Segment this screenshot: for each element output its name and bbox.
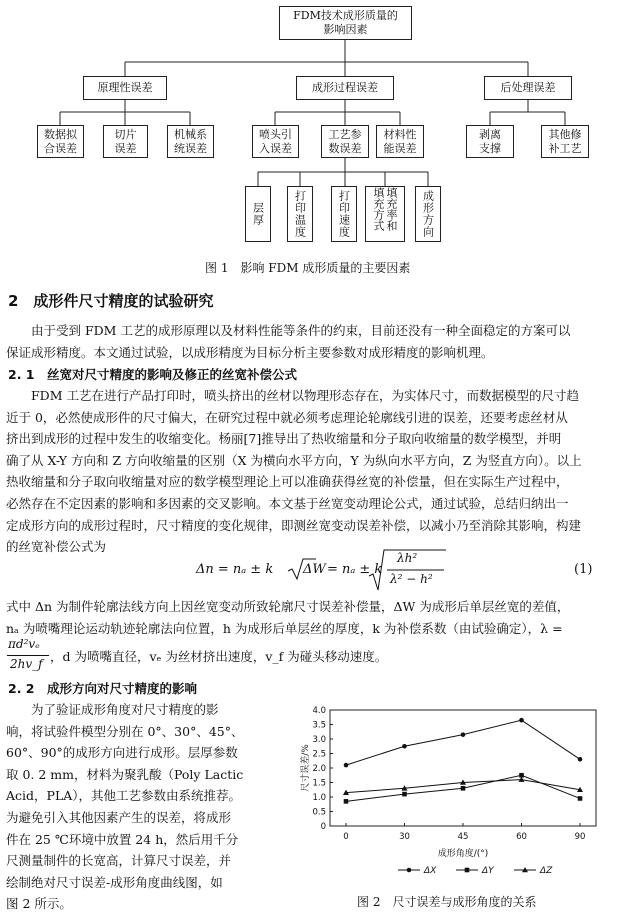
data-point	[344, 763, 349, 768]
data-point	[578, 757, 583, 762]
y-tick-label: 3.0	[312, 735, 326, 745]
y-tick-label: 0	[320, 822, 326, 832]
y-tick-label: 1.5	[312, 778, 326, 789]
section2-heading: 2 成形件尺寸精度的试验研究	[8, 292, 214, 310]
section21-heading: 2. 1 丝宽对尺寸精度的影响及修正的丝宽补偿公式	[8, 367, 297, 382]
text-line: 60°、90°的成形方向进行成形。层厚参数	[6, 745, 238, 761]
diagram-node-slicing: 切片误差	[103, 125, 148, 158]
x-axis-label: 成形角度/(°)	[437, 849, 489, 859]
text-line: 式中 Δn 为制件轮廓法线方向上因丝宽变动所致轮廓尺寸误差补偿量，ΔW 为成形后单层丝宽的差值，	[6, 599, 570, 614]
where-clause-tail: ，d 为喷嘴直径，vₑ 为丝材挤出速度，v_f 为碰头移动速度。	[50, 649, 388, 664]
data-point	[519, 718, 524, 723]
equation-fraction-denominator: λ² − h²	[390, 572, 433, 586]
y-tick-label: 1.0	[312, 793, 326, 803]
section21-paragraph	[6, 385, 617, 558]
text-line: 必然存在不定因素的影响和多因素的交叉影响。本文基于丝宽变动理论公式，通过试验，总结归纳出一	[6, 495, 569, 511]
text-line: 保证成形精度。本文通过试验，以成形精度为目标分析主要参数对成形精度的影响机理。	[6, 344, 494, 360]
y-tick-label: 0.5	[312, 807, 326, 818]
legend-marker	[407, 868, 412, 873]
diagram-node-print-speed: 打印速度	[331, 186, 357, 242]
diagram-node-support-removal: 剥离支撑	[466, 125, 514, 158]
diagram-node-print-temperature: 打印温度	[287, 186, 313, 242]
y-axis-label: 尺寸误差/%	[301, 744, 311, 792]
legend-label: ΔX	[424, 866, 437, 876]
diagram-node-other-repair: 其他修补工艺	[541, 125, 589, 158]
section22-paragraph	[6, 699, 291, 915]
y-tick-label: 3.5	[312, 720, 326, 731]
x-tick-label: 90	[574, 832, 586, 842]
text-line: 为避免引入其他因素产生的误差，将成形	[6, 809, 232, 825]
diagram-node-postprocess-error: 后处理误差	[484, 76, 572, 100]
text-line: 为了验证成形角度对尺寸精度的影	[31, 702, 219, 717]
x-tick-label: 0	[343, 832, 349, 842]
figure2-caption: 图 2 尺寸误差与成形角度的关系	[357, 895, 537, 909]
lambda-numerator: πd²vₑ	[8, 637, 40, 651]
y-tick-label: 2.5	[312, 749, 326, 760]
x-tick-label: 45	[457, 832, 469, 842]
equation-mid: = nₐ ± k	[327, 562, 383, 577]
diagram-node-infill: 填充率和填充方式	[365, 186, 405, 242]
diagram-node-nozzle: 喷头引入误差	[252, 125, 299, 158]
text-line: 由于受到 FDM 工艺的成形原理以及材料性能等条件的约束，目前还没有一种全面稳定的方案可以	[31, 323, 571, 338]
diagram-node-data-fitting: 数据拟合误差	[37, 125, 84, 158]
data-point	[402, 792, 407, 797]
diagram-node-process-param: 工艺参数误差	[321, 125, 369, 158]
text-line: 热收缩量和分子取向收缩量对应的数学模型理论上可以准确获得丝宽的补偿量，但在实际生产过程中，	[6, 474, 569, 490]
legend-marker	[465, 868, 470, 873]
data-point	[344, 799, 349, 804]
data-point	[578, 796, 583, 801]
text-line: 的丝宽补偿公式为	[6, 539, 107, 555]
text-line: 取 0. 2 mm，材料为聚乳酸（Poly Lactic	[6, 766, 244, 782]
text-line: nₐ 为喷嘴理论运动轨迹轮廓法向位置，h 为成形后单层丝的厚度，k 为补偿系数（由试验确定），λ =	[6, 620, 563, 636]
x-tick-label: 30	[399, 832, 410, 842]
text-line: 确了从 X-Y 方向和 Z 方向收缩量的区别（X 为横向水平方向，Y 为纵向水平方向，Z 为竖直方向）。以上	[6, 452, 582, 468]
diagram-node-material: 材料性能误差	[376, 125, 424, 158]
equation-sqrt-term: ΔW	[303, 562, 326, 577]
text-line: 近于 0，必然使成形件的尺寸偏大，在研究过程中就必须考虑理论轮廓线引进的误差，还要考虑丝材从	[6, 409, 568, 425]
legend-label: ΔY	[482, 866, 494, 876]
text-line: 挤出到成形的过程中发生的收缩变化。杨丽[7]推导出了热收缩量和分子取向收缩量的数学模型，并明	[6, 431, 562, 447]
figure1-caption: 图 1 影响 FDM 成形质量的主要因素	[205, 261, 411, 275]
equation-number: (1)	[574, 562, 593, 577]
text-line: 尺测量制件的长宽高，计算尺寸误差，并	[6, 853, 232, 869]
diagram-node-layer-thickness: 层厚	[245, 186, 271, 242]
text-line: 绘制绝对尺寸误差-成形角度曲线图，如	[6, 874, 223, 890]
section2-intro	[6, 320, 617, 363]
diagram-node-principle-error: 原理性误差	[83, 76, 167, 100]
legend-label: ΔZ	[540, 866, 553, 876]
lambda-denominator: 2hv_f	[10, 657, 43, 671]
diagram-node-mechanical: 机械系统误差	[167, 125, 214, 158]
diagram-node-build-orientation: 成形方向	[415, 186, 441, 242]
y-tick-label: 4.0	[312, 706, 326, 716]
diagram-root-node: FDM技术成形质量的影响因素	[279, 6, 412, 40]
section22-heading: 2. 2 成形方向对尺寸精度的影响	[8, 681, 197, 696]
figure2-line-chart	[296, 700, 616, 880]
equation-lhs: Δn = nₐ ± k	[196, 562, 274, 577]
diagram-node-process-error: 成形过程误差	[296, 76, 394, 100]
text-line: 件在 25 ℃环境中放置 24 h，然后用千分	[6, 831, 239, 847]
y-tick-label: 2.0	[312, 764, 326, 774]
data-point	[402, 744, 407, 749]
equation-fraction-numerator: λh²	[397, 551, 418, 565]
data-point	[461, 786, 466, 791]
data-point	[461, 732, 466, 737]
text-line: 定成形方向的成形过程时，尺寸精度的变化规律，即测丝宽变动误差补偿，以减小乃至消除其影响，构建	[6, 517, 582, 533]
text-line: 图 2 所示。	[6, 896, 72, 912]
x-tick-label: 60	[516, 832, 527, 842]
text-line: 响，将试验件模型分别在 0°、30°、45°、	[6, 723, 244, 739]
plot-frame	[330, 710, 596, 826]
lambda-fraction-bar	[7, 655, 49, 656]
text-line: FDM 工艺在进行产品打印时，喷头挤出的丝材以物理形态存在，为实体尺寸，而数据模型的尺寸趋	[31, 388, 579, 403]
text-line: Acid，PLA），其他工艺参数由系统推荐。	[6, 788, 242, 804]
series-line-0	[346, 720, 580, 765]
equation-where-clause	[6, 596, 617, 639]
